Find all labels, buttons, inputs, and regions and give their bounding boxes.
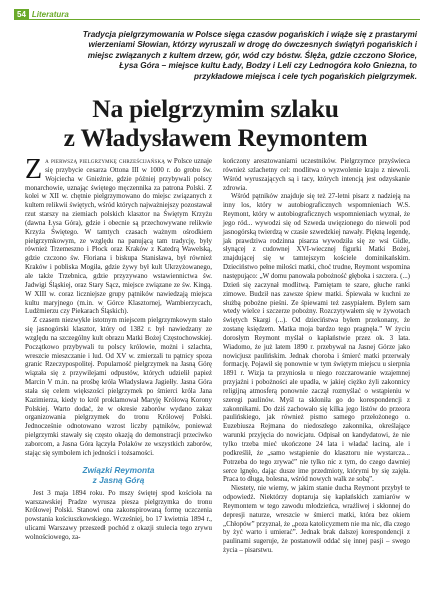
header-divider — [14, 19, 420, 20]
left-paragraph-2: Z czasem niezwykle istotnym miejscem pielgrzymkowym stało się jasnogórski klasztor, który od 1382 r. był nawiedzany ze względu na szczególny kult obrazu Matki Bożej Częstochowskiej. Początkowo przybywali tu polscy królowie, możni i szlachta, wreszcie mieszczanie i lud. Od XV w. zmierzali tu pątnicy spoza granic Rzeczypospolitej. Popularność pielgrzymek na Jasną Górę wiązała się z przywilejami odpustów, których udzielił papież Marcin V m.in. na prośbę króla Władysława Jagiełły. Jasna Góra stała się celem większości pielgrzymek po śmierci króla Jana Kazimierza, kiedy to król proklamował Maryję Królową Korony Polskiej. Warto dodać, że w okresie zaborów wydano zakaz organizowania pielgrzymek do tronu Królowej Polski. Jednocześnie odnotowano wzrost liczby pątników, ponieważ pielgrzymki stawały się często okazją do demonstracji przeciwko zaborcom, a Jasna Góra łączyła Polaków ze wszystkich zaborów, stając się symbolem ich jedności i tożsamości. — [25, 316, 212, 457]
page-number: 54 — [14, 9, 29, 20]
right-paragraph-3: Niestety, nie wiemy, w jakim stanie ducha Reymont przybył te odpowiedź. Niektórzy doptaruja się kapłańskich zamiarów w Reymontem w tego zawodu młodzieńca, wrażliwej i skłonnej do depresji naturze, wreszcie w śmierci matki, która bez okiem „Chłopów” przyznał, że „poza katolicyzmem nie ma nic, dla czego by żyć warto i umierać”. Jednak brak dalszej korespondencji z paulinami sugeruje, że postanowił oddać się innej pasji – swego życia – pisarstwu. — [223, 484, 410, 555]
right-paragraph-2: Wśród pątników znajduje się też 27-letni pisarz z nadzieją na inny los, który w autobiograficznych wspomnieniach W.S. Reymont, który w autobiograficznych wspomnieniach wyznał, że jego ród... wywodzi się od Szweda uwięzionego do niewoli pod jasnogórską twierdzą w czasie szwedzkiej nawały. Piękną legendę, jak prawdziwa rodzinna pisarza wywodziła się ze wsi Gidle, słynącej z cudownej XVI-wiecznej figurki Matki Bożej, znajdującej się w tamtejszym kościele dominikańskim. Dzieciństwo pełne miłości matki, choć trudne, Reymont wspomina następująco: „W domu panowała pobożność głęboka i szczera. (...) Dzień się zaczynał modlitwą. Pamiętam te szare, głuche ranki zimowe. Budził nas zawsze śpiew matki. Śpiewała w kuchni ze służbą pobożne pieśni. Ze śpiewami też zasypiałem. Bylem sam wtedy wielce i szczerze pobożny. Rozczytywałem się w żywotach świętych Skargi (...). Od dzieciństwa byłem przekonany, że zostanę księdzem. Matka moja bardzo tego pragnęła.” W życiu dorosłym Reymont myślał o kapłaństwie przez ok. 3 lata. Wiadomo, że już latem 1890 r. przebywał na Jasnej Górze jako nowicjusz paulińskim. Jednak choroba i śmierć matki przerwały formację. Pojawił się ponownie w tym świętym miejscu u sierpnia 1891 r. Wizja ta przyniosła u niego rozczarowanie wzajemnej przyjaźni i pobożności ale upadła, w jakiej ciężko żyli zakonnicy religijną atmosferą ponownie zaczął rozmyślać o wstąpieniu w szeregi paulinów. Myśl ta skłoniła go do korespondencji z zakonnikami. Do dziś zachowało się kilka jego listów do przeora paulińskiego, jak również pismo samego przełożonego o. Euzebiusza Rejmana do niedoszłego zakonnika, określające warunki przyjęcia do nowicjatu. Odpisał on kandydatowi, że nie tylko trzeba mieć ukończone 24 lata i władać łaciną, ale i podkreślił, że „samo wstąpienie do klasztoru nie wystarcza... Potrzeba do tego zrywać” nie tylko nic z tym, do czego dawniej serce lgnęło, dając dusze ime przedmioty, którymi by się zajęła. Praca to długa, bolesna, wśród nowych walk ze sobą”. — [223, 192, 410, 484]
subheading-line-1: Związki Reymonta — [82, 464, 155, 475]
right-column — [223, 157, 410, 555]
subheading-line-2: z Jasną Górą — [92, 474, 145, 485]
subheading — [25, 465, 212, 485]
left-column — [25, 154, 212, 542]
title-line-1: Na pielgrzymim szlaku — [92, 94, 339, 123]
article-title — [0, 94, 431, 152]
left-paragraph-3: Jest 3 maja 1894 roku. Po mszy świętej spod kościoła na warszawskiej Pradze wyrusza piesza pielgrzymka do tronu Królowej Polski. Stanowi ona zakonspirowaną formę uczczenia powstania kościuszkowskiego. Wcześniej, bo 17 kwietnia 1894 r., ulicami Warszawy przeszedł pochód z okazji stulecia tego zrywu wolnościowego, za- — [25, 488, 212, 541]
right-paragraph-1: kończony aresztowaniami uczestników. Pielgrzymce przyświeca również szlachetny cel: modlitwa o wyzwolenie kraju z niewoli. Wśród wyruszających są i tacy, których intencją jest odzyskanie zdrowia. — [223, 157, 410, 192]
left-paragraph-1 — [25, 154, 212, 316]
opening-smallcaps: a pierwszą pielgrzymkę chrześcijańską — [45, 157, 166, 165]
lead-paragraph: Tradycja pielgrzymowania w Polsce sięga czasów pogańskich i wiąże się z prastarymi wierzeniami Słowian, którzy wyruszali w drogę do ówczesnych świątyń pogańskich i miejsc związanych z kultem drzew, gór, wód czy bóstw. Ślęża, gdzie czczono Słońce, Łysa Góra – miejsce kultu Łady, Bodzy i Leli czy Lednogóra koło Gniezna, to przykładowe miejsca i cele tych pogańskich pielgrzymek. — [82, 30, 417, 81]
drop-cap: Z — [25, 154, 43, 185]
title-line-2: z Władysławem Reymontem — [63, 123, 368, 152]
left-paragraph-1-text: w Polsce uznaje się przybycie cesarza Ottona III w 1000 r. do grobu św. Wojciecha w Gnieźnie, gdzie później przybywali polscy monarchowie, uznając świętego męczennika za patrona Polski. Z kolei w XII w. chętnie pielgrzymowano do miejsc związanych z kultem relikwii świętych, wśród których najważniejszy pozostawał rzut starszy na ziemiach polskich klasztor na Świętym Krzyżu (dawna Łysa Góra), gdzie i obecnie są przechowywane relikwie Krzyża Świętego. W tamtych czasach ważnym ośrodkiem pielgrzymkowym, ze względu na panującą tam tradycję, były również Trzemeszno i Płock oraz Kraków z Katedrą Wawelską, gdzie czczono św. Floriana i biskupa Stanisława, był również Kraków i pobliska Mogiła, gdzie żywy był kult Ukrzyżowanego, ale także Trzebnica, gdzie przyzywano wstawiennictwa św. Jadwigi Śląskiej, oraz Stary Sącz, miejsce związane ze św. Kingą. W XIII w. coraz liczniejsze grupy pątników nawiedzają miejsca kultu maryjnego (m.in. w Górce Klasztornej, Wambierzycach, Ludźmierzu czy Piekarach Śląskich). — [25, 157, 212, 316]
section-label: Literatura — [29, 10, 72, 19]
